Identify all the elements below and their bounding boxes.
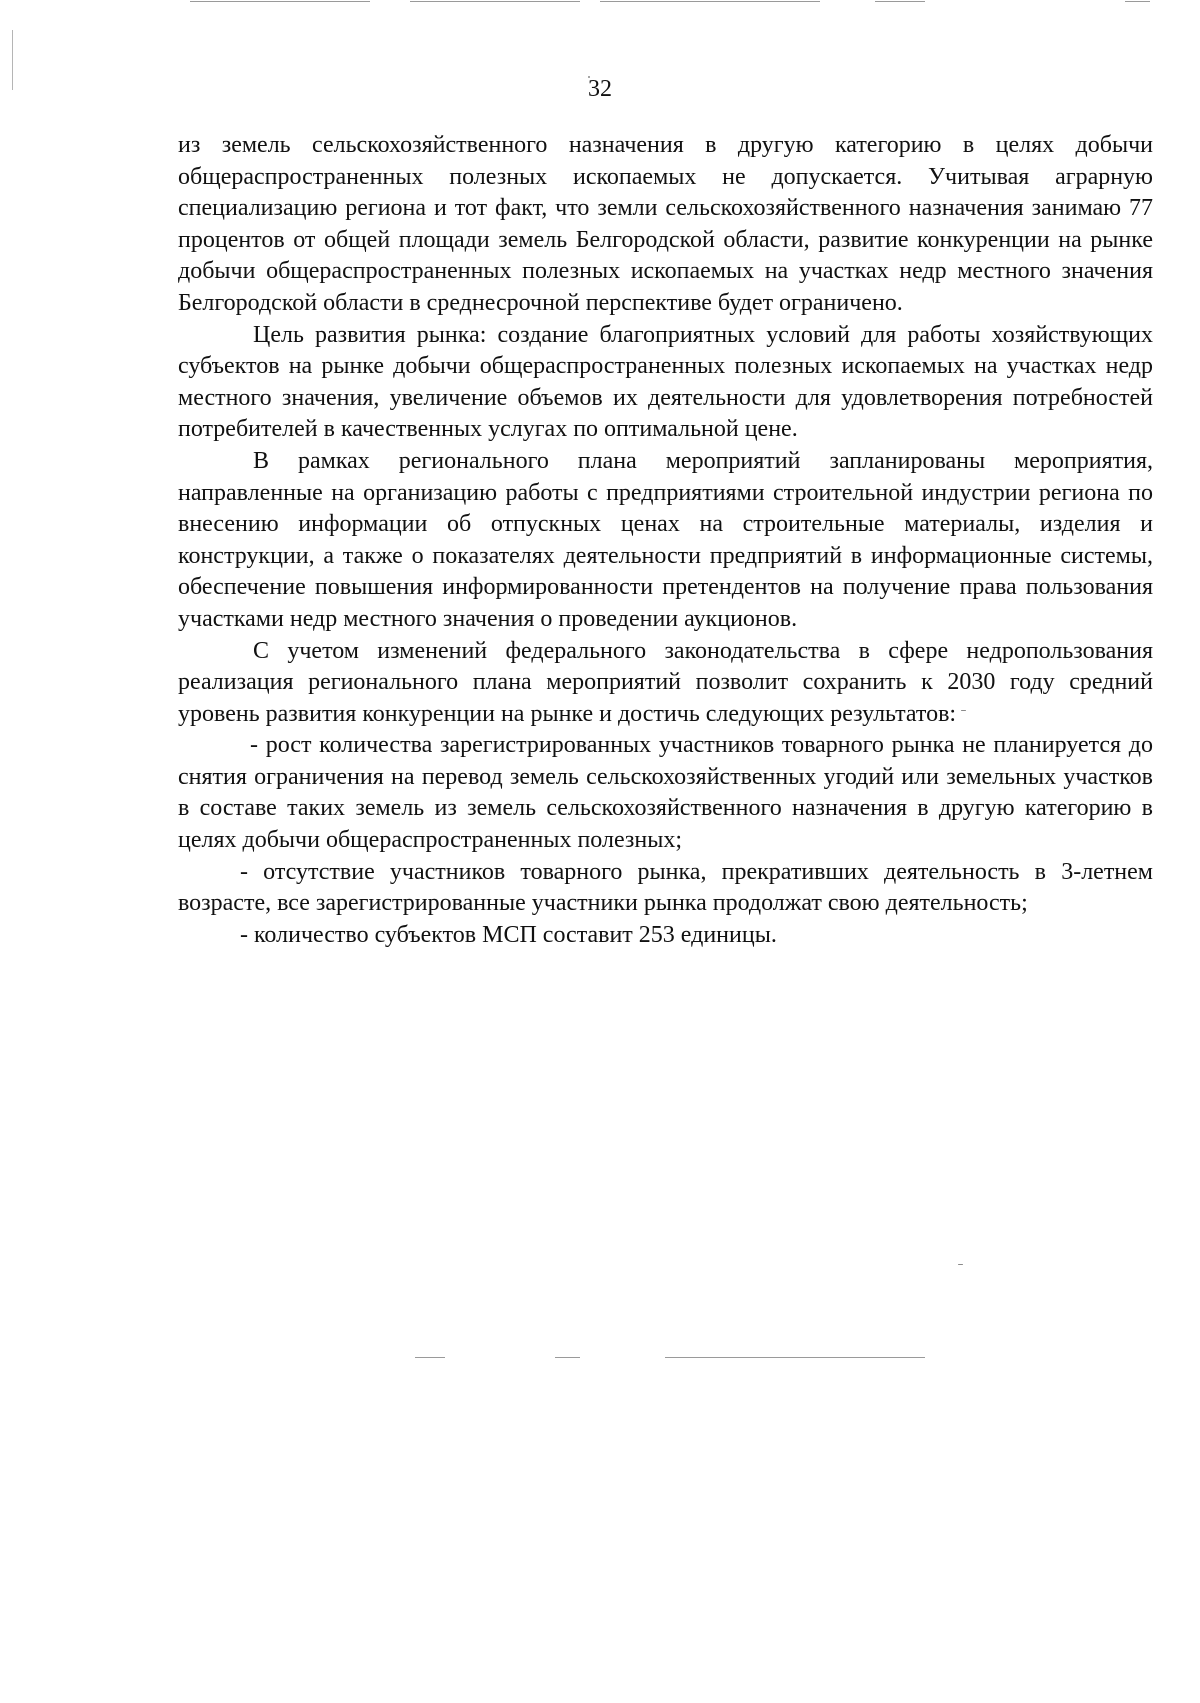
document-body [178,130,1153,951]
scan-artifact-bottom-line-2 [555,1357,580,1358]
paragraph-expected-results: С учетом изменений федерального законодательства в сфере недропользования реализация регионального плана мероприятий позволит сохранить к 2030 году средний уровень развития конкуренции на рынке и достичь следующих результатов: [178,637,1153,727]
scan-artifact-top-line-1 [190,1,370,2]
paragraph-agricultural-land: из земель сельскохозяйственного назначения в другую категорию в целях добычи общераспространенных полезных ископаемых не допускается. Учитывая аграрную специализацию региона и тот факт, что земли сельскохозяйственного назначения занимаю 77 процентов от общей площади земель Белгородской области, развитие конкуренции на рынке добычи общераспространенных полезных ископаемых на участках недр местного значения Белгородской области в среднесрочной перспективе будет ограничено. [178,132,1153,316]
scan-artifact-bottom-line-3 [665,1357,925,1358]
paragraph-market-goal: Цель развития рынка: создание благоприятных условий для работы хозяйствующих субъектов на рынке добычи общераспространенных полезных ископаемых на участках недр местного значения, увеличение объемов их деятельности для удовлетворения потребностей потребителей в качественных услугах по оптимальной цене. [178,321,1153,443]
paragraph-regional-plan: В рамках регионального плана мероприятий запланированы мероприятия, направленные на организацию работы с предприятиями строительной индустрии региона по внесению информации об отпускных ценах на строительные материалы, изделия и конструкции, а также о показателях деятельности предприятий в информационные системы, обеспечение повышения информированности претендентов на получение права пользования участками недр местного значения о проведении аукционов. [178,447,1153,632]
scan-artifact-top-line-5 [1125,1,1150,2]
scan-artifact-top-line-4 [875,1,925,2]
scan-artifact-top-line-2 [410,1,580,2]
scan-artifact-dot [958,1264,963,1265]
scan-artifact-bottom-line-1 [415,1357,445,1358]
list-item-participants-growth: - рост количества зарегистрированных участников товарного рынка не планируется до снятия ограничения на перевод земель сельскохозяйственных угодий или земельных участков в составе таких земель из земель сельскохозяйственного назначения в другую категорию в целях добычи общераспространенных полезных; [178,732,1153,854]
page-number: 32 [588,76,612,102]
list-item-no-exits: - отсутствие участников товарного рынка, прекративших деятельность в 3-летнем возрасте, все зарегистрированные участники рынка продолжат свою деятельность; [178,858,1153,917]
list-item-sme-count: - количество субъектов МСП составит 253 единицы. [240,921,777,948]
scan-artifact-top-line-3 [600,1,820,2]
